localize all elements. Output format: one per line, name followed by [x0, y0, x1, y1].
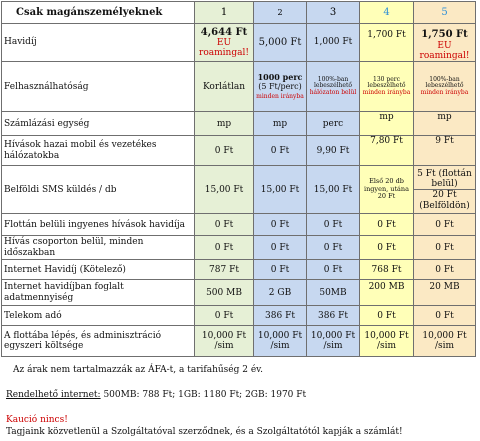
roaming-note: EU roamingal! — [419, 40, 470, 61]
plan-5-cell — [414, 166, 476, 214]
row-label: Hívások hazai mobil és vezetékes hálózatokba — [2, 136, 195, 166]
row-label: Havidíj — [2, 24, 195, 62]
row-label: Internet Havidíj (Kötelező) — [2, 260, 195, 280]
plan-1-number: 1 — [195, 2, 254, 24]
plan-3-cell: 9,90 Ft — [307, 136, 360, 166]
plan-4-cell: 0 Ft — [360, 236, 414, 260]
row-label: Számlázási egység — [2, 112, 195, 136]
table-row — [2, 136, 476, 166]
plan-1-cell: 0 Ft — [195, 236, 254, 260]
table-row — [2, 62, 476, 112]
usage-minutes: 1000 perc — [257, 71, 303, 82]
plan-2-cell: 386 Ft — [254, 306, 307, 326]
price-value: 4,644 Ft — [200, 26, 248, 38]
table-row — [2, 306, 476, 326]
plan-1-cell: 787 Ft — [195, 260, 254, 280]
table-title: Csak magánszemélyeknek — [2, 2, 195, 24]
row-label: Felhasználhatóság — [2, 62, 195, 112]
plan-2-cell: 10,000 Ft /sim — [254, 326, 307, 357]
pricing-table — [1, 1, 476, 357]
plan-3-cell: 0 Ft — [307, 236, 360, 260]
table-row — [2, 260, 476, 280]
table-row — [2, 112, 476, 136]
table-row — [2, 24, 476, 62]
plan-4-cell — [360, 62, 414, 112]
sms-price-domestic: 20 Ft (Belföldön) — [414, 189, 475, 211]
row-label: Flottán belüli ingyenes hívások havidíja — [2, 214, 195, 236]
row-label: Hívás csoporton belül, minden időszakban — [2, 236, 195, 260]
row-label: Telekom adó — [2, 306, 195, 326]
row-label: A flottába lépés, és adminisztráció egyszeri költsége — [2, 326, 195, 357]
plan-5-cell: 20 MB — [414, 280, 476, 306]
plan-5-cell: 0 Ft — [414, 214, 476, 236]
internet-options-prices: 500MB: 788 Ft; 1GB: 1180 Ft; 2GB: 1970 Ft — [100, 390, 307, 400]
usage-scope: hálózaton belül — [309, 88, 357, 96]
usage-text: 130 perc lebeszélhető — [367, 75, 406, 90]
usage-scope: minden irányba — [362, 88, 411, 96]
plan-4-cell: 1,700 Ft — [360, 24, 414, 62]
plan-2-number: 2 — [254, 2, 307, 24]
row-label: Belföldi SMS küldés / db — [2, 166, 195, 214]
plan-3-cell: 10,000 Ft /sim — [307, 326, 360, 357]
plan-4-cell: 0 Ft — [360, 214, 414, 236]
usage-scope: minden irányba — [420, 88, 469, 96]
table-row — [2, 326, 476, 357]
plan-3-cell: 386 Ft — [307, 306, 360, 326]
plan-1-cell: Korlátlan — [195, 62, 254, 112]
plan-2-cell: 0 Ft — [254, 214, 307, 236]
vat-note: Az árak nem tartalmazzák az ÁFA-t, a tarifahűség 2 év. — [13, 365, 264, 375]
plan-4-cell: 200 MB — [360, 280, 414, 306]
plan-4-cell: 768 Ft — [360, 260, 414, 280]
plan-3-cell — [307, 62, 360, 112]
usage-text: 100%-ban lebeszélhető — [425, 75, 464, 90]
plan-4-number: 4 — [360, 2, 414, 24]
sms-price-fleet: 5 Ft (flottán belül) — [417, 168, 472, 189]
plan-5-cell: 9 Ft — [414, 136, 476, 166]
plan-4-cell: mp — [360, 112, 414, 136]
plan-2-cell: 0 Ft — [254, 236, 307, 260]
internet-options-note — [6, 390, 306, 401]
plan-4-cell: 7,80 Ft — [360, 136, 414, 166]
usage-scope: minden irányba — [256, 93, 304, 101]
plan-3-number: 3 — [307, 2, 360, 24]
plan-3-cell: 0 Ft — [307, 214, 360, 236]
plan-5-cell: 10,000 Ft /sim — [414, 326, 476, 357]
plan-3-cell: 0 Ft — [307, 260, 360, 280]
plan-2-cell: mp — [254, 112, 307, 136]
plan-2-cell: 0 Ft — [254, 260, 307, 280]
plan-5-number: 5 — [414, 2, 476, 24]
plan-3-cell: 50MB — [307, 280, 360, 306]
plan-3-cell: 1,000 Ft — [307, 24, 360, 62]
plan-1-cell: 0 Ft — [195, 136, 254, 166]
plan-2-cell: 15,00 Ft — [254, 166, 307, 214]
table-row — [2, 166, 476, 214]
usage-text: 100%-ban lebeszélhető — [313, 75, 352, 90]
table-row — [2, 280, 476, 306]
table-row — [2, 236, 476, 260]
contract-note: Tagjaink közvetlenül a Szolgáltatóval szerződnek, és a Szolgáltatótól kapják a számlát! — [6, 427, 403, 437]
plan-1-cell: 0 Ft — [195, 214, 254, 236]
plan-5-cell — [414, 24, 476, 62]
plan-1-cell: mp — [195, 112, 254, 136]
plan-2-cell: 5,000 Ft — [254, 24, 307, 62]
plan-5-cell: mp — [414, 112, 476, 136]
plan-2-cell: 0 Ft — [254, 136, 307, 166]
roaming-note: EU roamingal! — [199, 38, 249, 59]
plan-1-cell — [195, 24, 254, 62]
plan-1-cell: 500 MB — [195, 280, 254, 306]
plan-4-cell: 10,000 Ft /sim — [360, 326, 414, 357]
plan-4-cell: 0 Ft — [360, 306, 414, 326]
plan-1-cell: 15,00 Ft — [195, 166, 254, 214]
plan-2-cell — [254, 62, 307, 112]
plan-3-cell: perc — [307, 112, 360, 136]
row-label: Internet havidíjban foglalt adatmennyiség — [2, 280, 195, 306]
plan-1-cell: 0 Ft — [195, 306, 254, 326]
price-value: 1,750 Ft — [421, 29, 468, 40]
plan-5-cell: 0 Ft — [414, 236, 476, 260]
plan-4-cell: Első 20 db ingyen, utána 20 Ft — [360, 166, 414, 214]
deposit-note: Kaució nincs! — [6, 415, 68, 425]
header-row — [2, 2, 476, 24]
plan-5-cell — [414, 62, 476, 112]
plan-5-cell: 0 Ft — [414, 260, 476, 280]
plan-1-cell: 10,000 Ft /sim — [195, 326, 254, 357]
plan-3-cell: 15,00 Ft — [307, 166, 360, 214]
plan-5-cell: 0 Ft — [414, 306, 476, 326]
table-row — [2, 214, 476, 236]
usage-rate: (5 Ft/perc) — [258, 81, 302, 91]
plan-2-cell: 2 GB — [254, 280, 307, 306]
internet-options-label: Rendelhető internet: — [6, 390, 101, 400]
